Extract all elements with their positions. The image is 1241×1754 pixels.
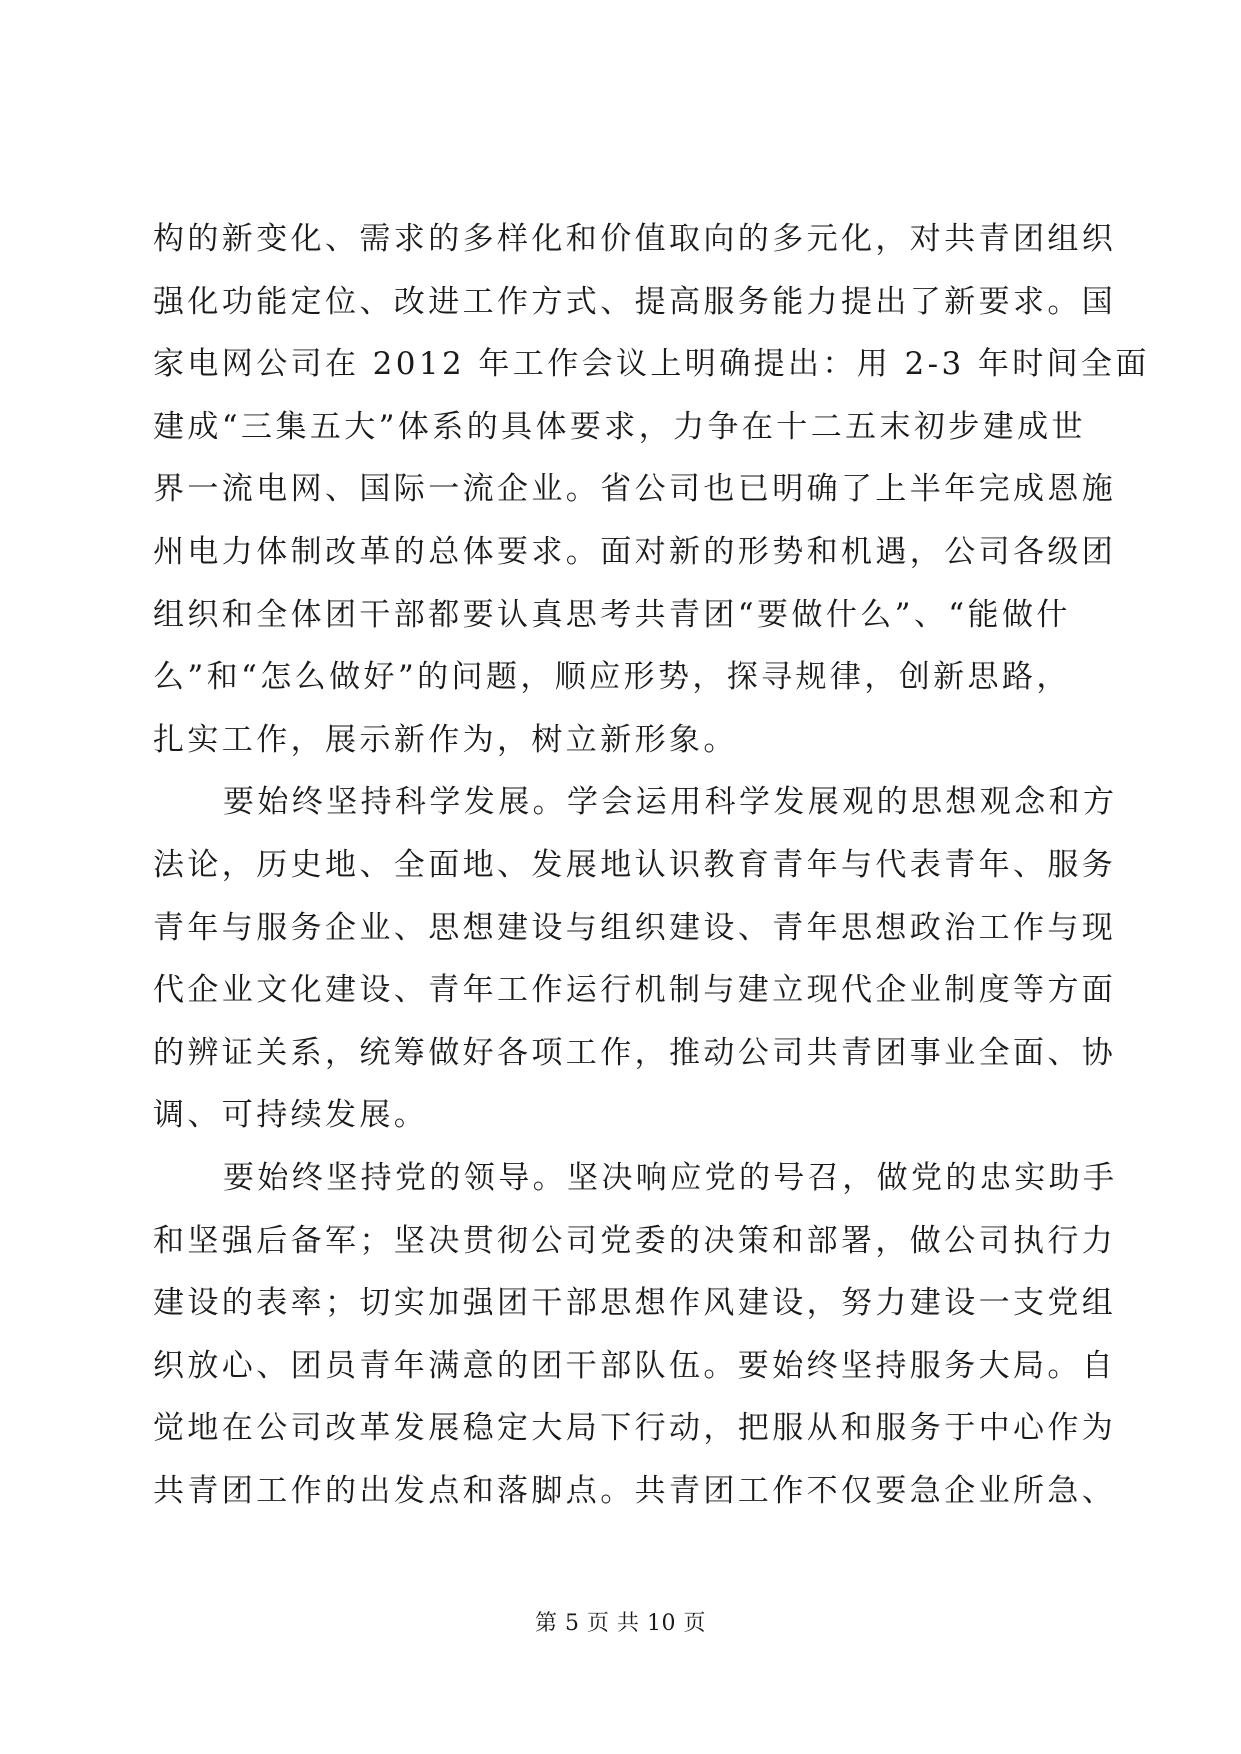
text-line: 构的新变化、需求的多样化和价值取向的多元化，对共青团组织 <box>153 221 1117 257</box>
text-line: 强化功能定位、改进工作方式、提高服务能力提出了新要求。国 <box>153 283 1117 320</box>
text-line-first: 要始终坚持科学发展。学会运用科学发展观的思想观念和方 <box>223 784 1118 821</box>
text-line: 调、可持续发展。 <box>153 1097 429 1134</box>
text-line: 建设的表率；切实加强团干部思想作风建设，努力建设一支党组 <box>153 1285 1117 1322</box>
text-line-first: 要始终坚持党的领导。坚决响应党的号召，做党的忠实助手 <box>223 1159 1118 1196</box>
text-line: 么”和“怎么做好”的问题，顺应形势，探寻规律，创新思路， <box>153 659 1071 696</box>
text-line: 织放心、团员青年满意的团干部队伍。要始终坚持服务大局。自 <box>153 1347 1117 1384</box>
text-line: 州电力体制改革的总体要求。面对新的形势和机遇，公司各级团 <box>153 533 1117 570</box>
text-line: 扎实工作，展示新作为，树立新形象。 <box>153 721 738 758</box>
text-line: 代企业文化建设、青年工作运行机制与建立现代企业制度等方面 <box>153 972 1117 1009</box>
text-line: 觉地在公司改革发展稳定大局下行动，把服从和服务于中心作为 <box>153 1410 1117 1447</box>
text-line: 家电网公司在 2012 年工作会议上明确提出：用 2-3 年时间全面 <box>153 346 1150 383</box>
text-line: 建成“三集五大”体系的具体要求，力争在十二五末初步建成世 <box>153 408 1086 445</box>
page-number-footer: 第 5 页 共 10 页 <box>535 1611 706 1636</box>
text-line: 法论，历史地、全面地、发展地认识教育青年与代表青年、服务 <box>153 846 1117 883</box>
text-line: 青年与服务企业、思想建设与组织建设、青年思想政治工作与现 <box>153 909 1117 946</box>
text-line: 界一流电网、国际一流企业。省公司也已明确了上半年完成恩施 <box>153 471 1117 508</box>
text-line: 和坚强后备军；坚决贯彻公司党委的决策和部署，做公司执行力 <box>153 1222 1117 1259</box>
text-line: 组织和全体团干部都要认真思考共青团“要做什么”、“能做什 <box>153 596 1071 633</box>
document-body <box>153 208 1150 1522</box>
text-line: 共青团工作的出发点和落脚点。共青团工作不仅要急企业所急、 <box>153 1472 1117 1509</box>
text-line: 的辨证关系，统筹做好各项工作，推动公司共青团事业全面、协 <box>153 1034 1117 1071</box>
